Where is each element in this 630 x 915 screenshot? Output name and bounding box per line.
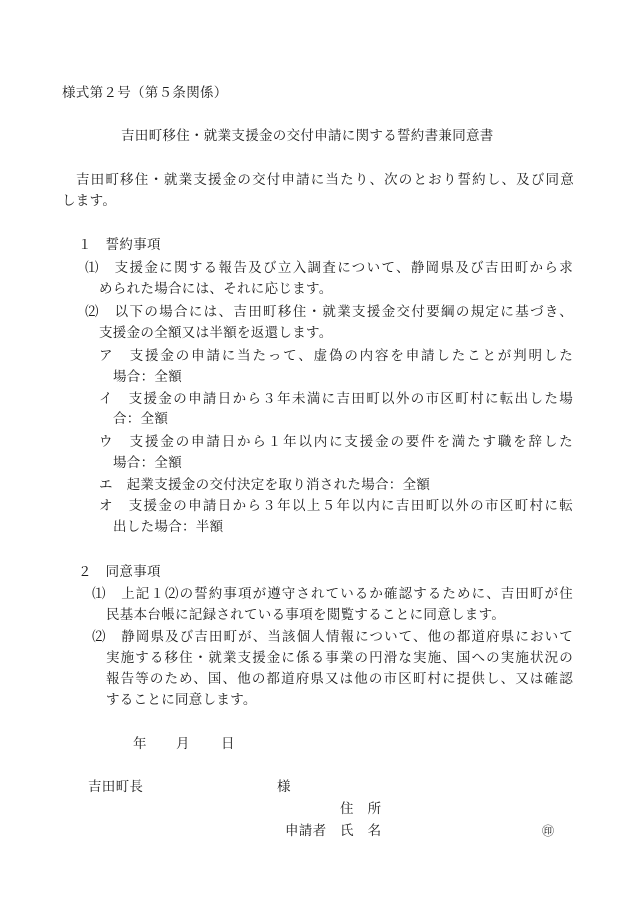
date-month-label: 月 — [176, 736, 190, 752]
addressee-honorific: 様 — [277, 779, 291, 795]
sub-item-i-line-2: 合：全額 — [113, 411, 169, 427]
section-2-item-2-line-1: ⑵ 静岡県及び吉田町が、当該個人情報について、他の都道府県において — [92, 629, 573, 645]
addressee-name: 吉田町長 — [88, 779, 144, 795]
date-day-label: 日 — [221, 736, 235, 752]
section-2-item-2-line-2: 実施する移住・就業支援金に係る事業の円滑な実施、国への実施状況の — [106, 650, 573, 666]
seal-mark: ㊞ — [542, 824, 555, 838]
sub-item-o-line-2: 出した場合：半額 — [113, 519, 224, 535]
form-number: 様式第２号（第５条関係） — [62, 85, 228, 101]
section-2-item-1-line-1: ⑴ 上記１⑵の誓約事項が遵守されているか確認するために、吉田町が住 — [92, 586, 573, 602]
document-title: 吉田町移住・就業支援金の交付申請に関する誓約書兼同意書 — [121, 128, 494, 144]
sub-item-u-line-1: ウ 支援金の申請日から１年以内に支援金の要件を満たす職を辞した — [99, 434, 573, 450]
sub-item-i-line-1: イ 支援金の申請日から３年未満に吉田町以外の市区町村に転出した場 — [99, 391, 573, 407]
sub-item-o-line-1: オ 支援金の申請日から３年以上５年以内に吉田町以外の市区町村に転 — [99, 498, 573, 514]
section-2-heading: ２ 同意事項 — [78, 564, 161, 580]
section-1-item-2-line-1: ⑵ 以下の場合には、吉田町移住・就業支援金交付要綱の規定に基づき、 — [85, 304, 573, 320]
sub-item-a-line-1: ア 支援金の申請に当たって、虚偽の内容を申請したことが判明した — [99, 348, 573, 364]
section-1-item-1-line-1: ⑴ 支援金に関する報告及び立入調査について、静岡県及び吉田町から求 — [85, 260, 573, 276]
section-1-heading: １ 誓約事項 — [78, 237, 161, 253]
date-year-label: 年 — [133, 736, 147, 752]
section-2-item-2-line-4: することに同意します。 — [106, 692, 257, 708]
applicant-address-label: 住 所 — [340, 801, 382, 817]
section-2-item-1-line-2: 民基本台帳に記録されている事項を閲覧することに同意します。 — [106, 607, 506, 623]
section-1-item-2-line-2: 支援金の全額又は半額を返還します。 — [99, 325, 333, 341]
section-1-item-1-line-2: められた場合には、それに応じます。 — [99, 281, 333, 297]
intro-line-1: 吉田町移住・就業支援金の交付申請に当たり、次のとおり誓約し、及び同意 — [76, 172, 574, 188]
sub-item-u-line-2: 場合：全額 — [113, 455, 182, 471]
sub-item-e: エ 起業支援金の交付決定を取り消された場合：全額 — [99, 477, 431, 493]
intro-line-2: します。 — [62, 193, 117, 209]
section-2-item-2-line-3: 報告等のため、国、他の都道府県又は他の市区町村に提供し、又は確認 — [106, 671, 573, 687]
applicant-name-label: 氏 名 — [340, 823, 382, 839]
sub-item-a-line-2: 場合：全額 — [113, 369, 182, 385]
applicant-role-label: 申請者 — [285, 823, 327, 839]
